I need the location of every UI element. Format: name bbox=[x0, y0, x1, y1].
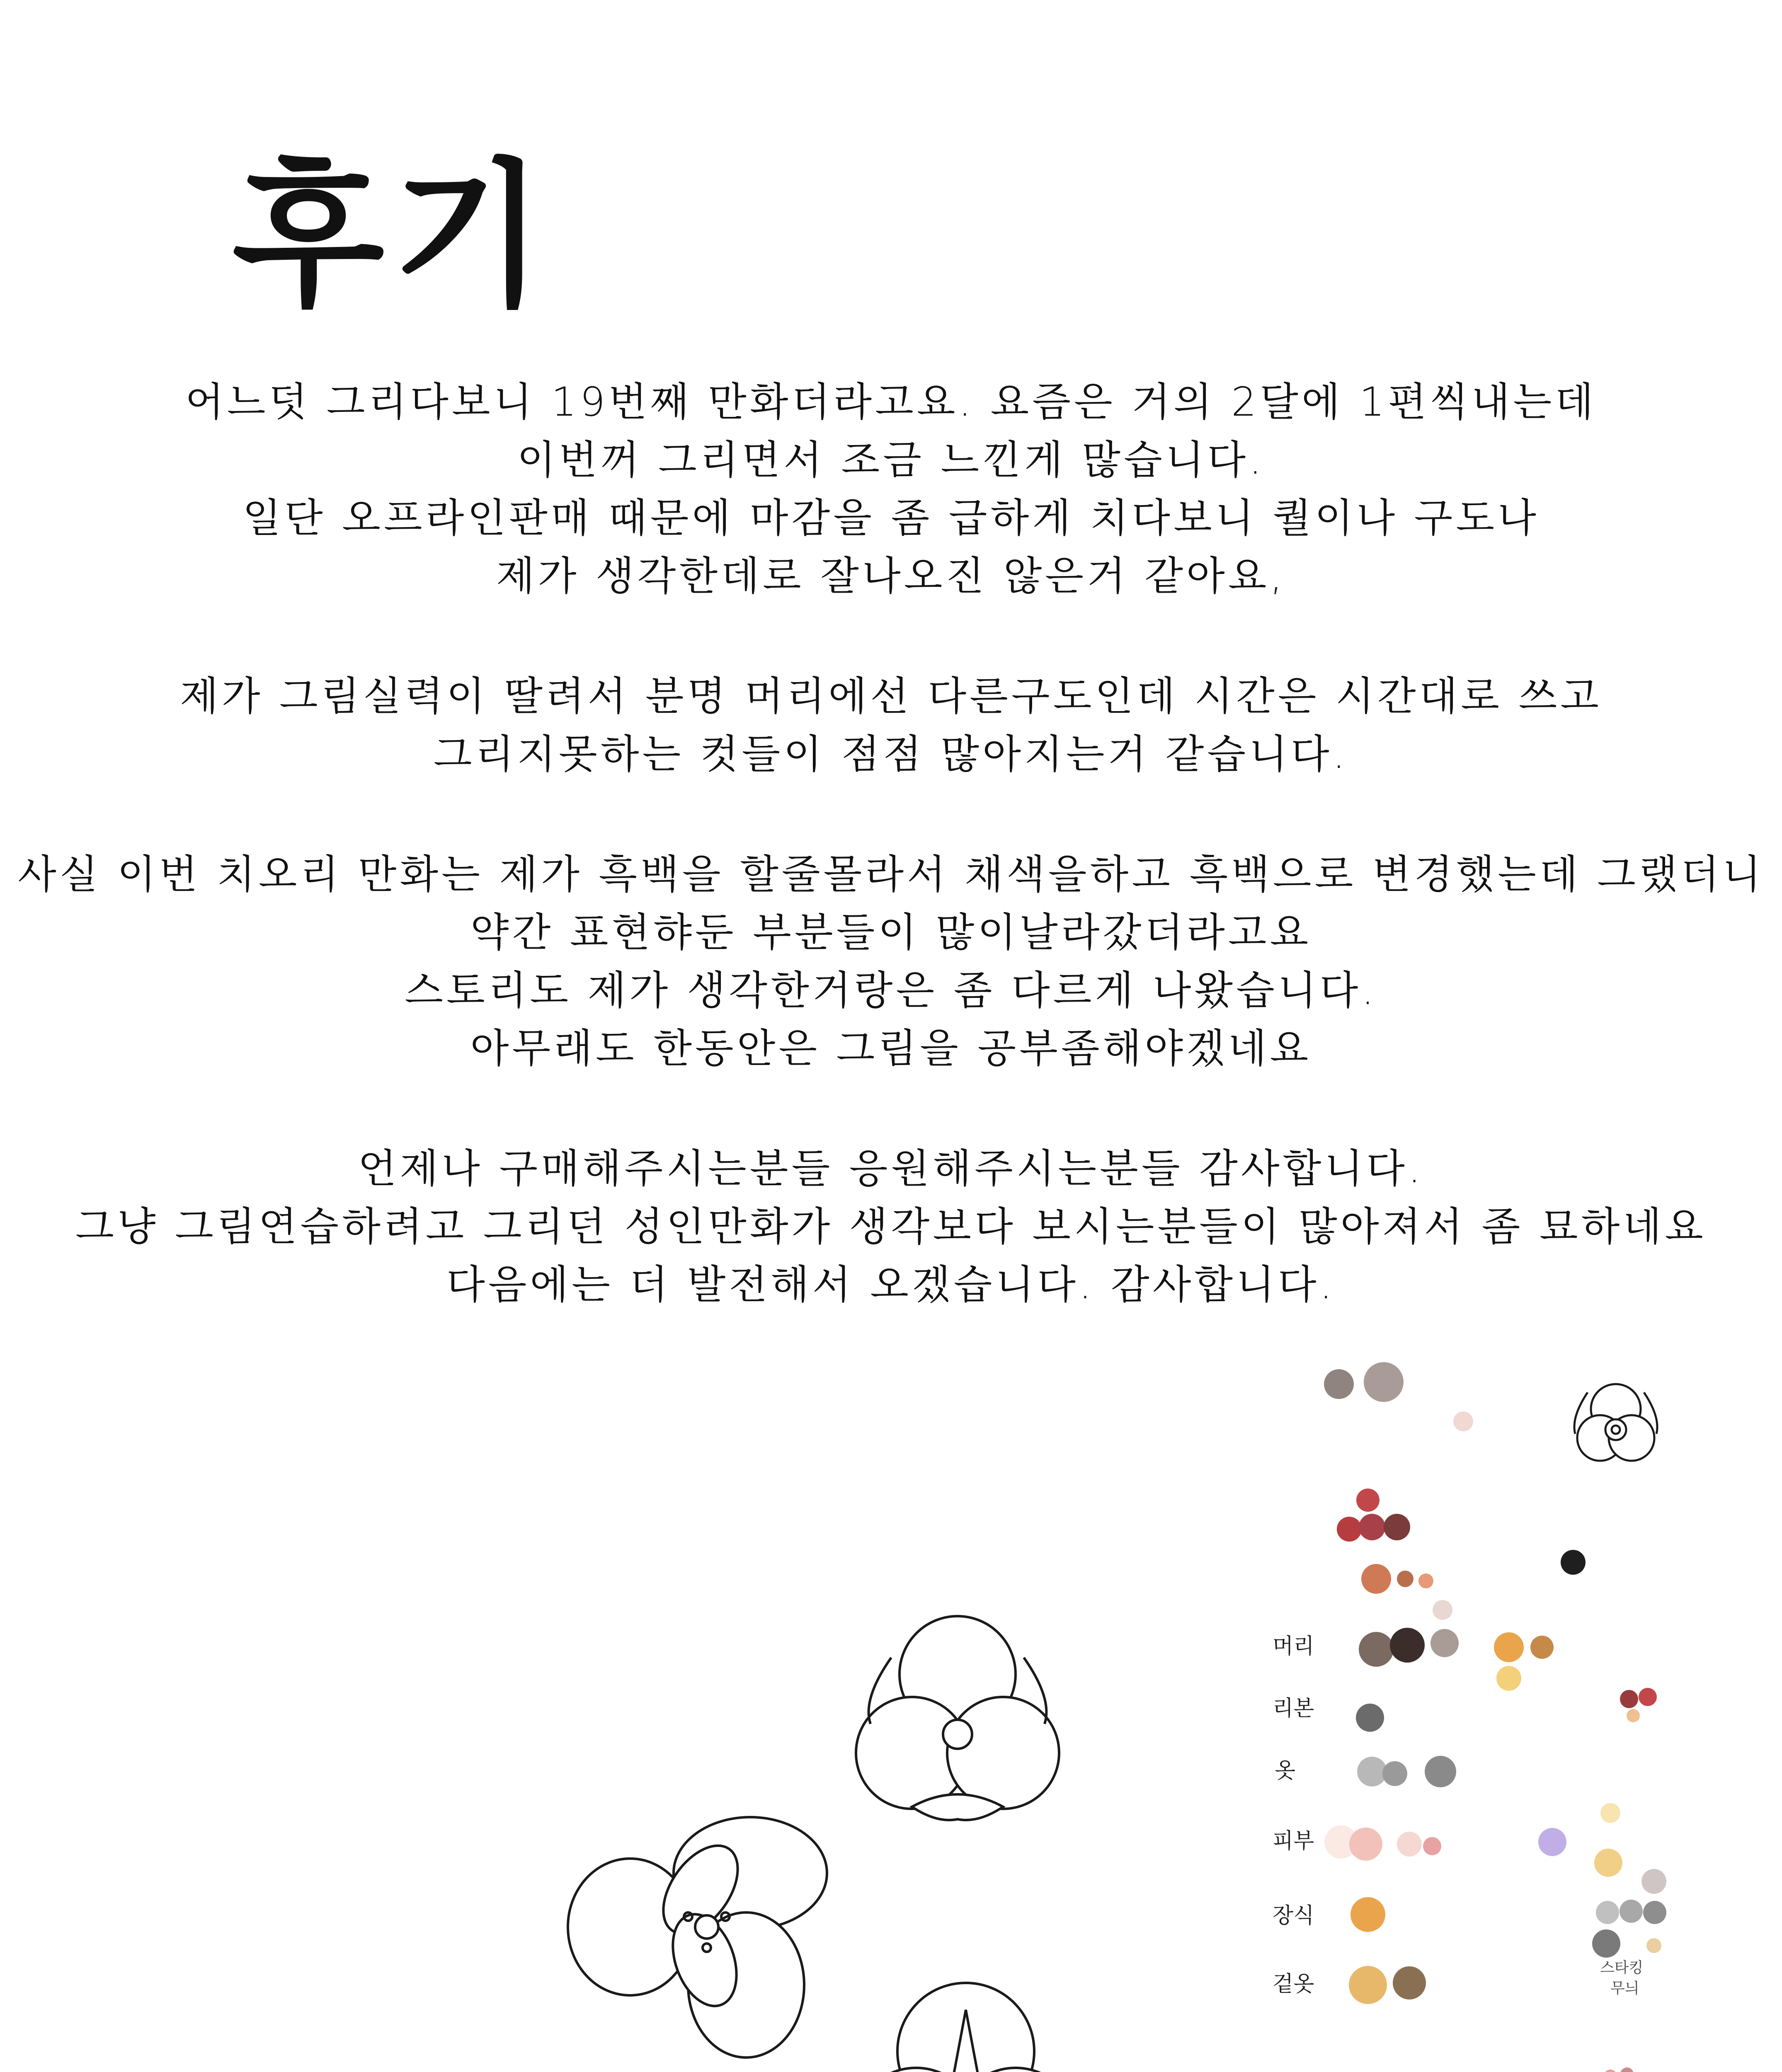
color-swatch bbox=[1425, 1756, 1456, 1787]
color-swatch bbox=[1384, 1514, 1410, 1540]
paragraph-2 bbox=[0, 667, 1782, 783]
color-swatch bbox=[1418, 1573, 1433, 1588]
color-swatch bbox=[1430, 1629, 1459, 1657]
label-outer: 겉옷 bbox=[1273, 1972, 1314, 1997]
color-swatch bbox=[1600, 1803, 1620, 1823]
text-line: 스토리도 제가 생각한거랑은 좀 다르게 나왔습니다. bbox=[405, 967, 1377, 1014]
color-swatch bbox=[1324, 1825, 1358, 1859]
text-line: 사실 이번 치오리 만화는 제가 흑백을 할줄몰라서 채색을하고 흑백으로 변경했는데 그랬더니 bbox=[17, 851, 1765, 898]
flower-drawings bbox=[568, 1384, 1657, 2072]
color-swatch bbox=[1356, 1489, 1380, 1512]
flower-drawing bbox=[854, 1983, 1078, 2072]
color-swatch bbox=[1382, 1761, 1407, 1786]
color-swatch bbox=[1359, 1632, 1394, 1667]
text-line: 약간 표현햐둔 부분들이 많이날라갔더라고요 bbox=[470, 909, 1312, 956]
color-swatch bbox=[1433, 1600, 1452, 1620]
color-swatch bbox=[1639, 1688, 1657, 1706]
color-swatch bbox=[1390, 1628, 1425, 1663]
color-swatch bbox=[1592, 1929, 1620, 1958]
text-line: 일단 오프라인판매 때문에 마감을 좀 급하게 치다보니 퀄이나 구도나 bbox=[242, 495, 1540, 541]
flower-drawing bbox=[856, 1616, 1059, 1820]
color-swatch bbox=[1356, 1704, 1384, 1732]
color-swatch bbox=[1620, 1900, 1643, 1923]
text-line: 어느덧 그리다보니 19번째 만화더라고요. 요즘은 거의 2달에 1편씩내는데 bbox=[185, 379, 1597, 425]
flower-drawing bbox=[1574, 1384, 1657, 1461]
color-swatch bbox=[1620, 1690, 1638, 1708]
color-swatch bbox=[1620, 2067, 1634, 2072]
text-line: 그리지못하는 컷들이 점점 많아지는거 같습니다. bbox=[433, 731, 1349, 777]
color-swatch bbox=[1337, 1517, 1362, 1542]
color-swatch bbox=[1596, 1901, 1619, 1924]
color-swatch bbox=[1349, 1828, 1382, 1861]
afterword-text bbox=[0, 373, 1782, 1376]
color-swatch bbox=[1641, 1869, 1666, 1894]
color-swatch bbox=[1397, 1571, 1413, 1587]
text-line: 다음에는 더 발전해서 오겠습니다. 감사합니다. bbox=[446, 1261, 1336, 1308]
text-line: 제가 그림실력이 딸려서 분명 머리에선 다른구도인데 시간은 시간대로 쓰고 bbox=[180, 673, 1602, 719]
color-swatch bbox=[1397, 1832, 1422, 1857]
flower-drawing bbox=[568, 1817, 827, 2057]
color-swatch bbox=[1604, 2070, 1617, 2072]
paragraph-1 bbox=[0, 373, 1782, 605]
color-swatch bbox=[1643, 1901, 1666, 1924]
page-title: 후기 bbox=[232, 144, 553, 328]
color-swatch bbox=[1361, 1564, 1391, 1594]
text-line: 아무래도 한동안은 그림을 공부좀해야겠네요 bbox=[470, 1025, 1312, 1072]
paragraph-4 bbox=[0, 1140, 1782, 1314]
color-swatch bbox=[1594, 1849, 1622, 1877]
label-hair: 머리 bbox=[1273, 1634, 1314, 1659]
color-swatch bbox=[1357, 1757, 1387, 1786]
color-swatch bbox=[1453, 1411, 1473, 1431]
color-swatch bbox=[1627, 1709, 1640, 1722]
color-swatch bbox=[1530, 1636, 1554, 1659]
label-ribbon: 리본 bbox=[1273, 1696, 1314, 1721]
label-clothes: 옷 bbox=[1275, 1758, 1296, 1783]
color-palette bbox=[1324, 1362, 1666, 2072]
color-swatch bbox=[1538, 1828, 1566, 1856]
color-swatch bbox=[1349, 1966, 1387, 2004]
text-line: 그냥 그림연습하려고 그리던 성인만화가 생각보다 보시는분들이 많아져서 좀 묘하네요 bbox=[75, 1203, 1707, 1250]
label-pattern: 무늬 bbox=[1610, 1980, 1639, 1997]
color-swatch bbox=[1496, 1666, 1521, 1691]
color-swatch bbox=[1393, 1966, 1426, 1999]
color-swatch bbox=[1423, 1837, 1441, 1855]
color-swatch bbox=[1646, 1938, 1661, 1953]
color-swatch bbox=[1350, 1897, 1385, 1932]
color-swatch bbox=[1561, 1550, 1586, 1575]
paragraph-3 bbox=[0, 845, 1782, 1077]
color-swatch bbox=[1494, 1632, 1524, 1662]
text-line: 제가 생각한데로 잘나오진 않은거 같아요, bbox=[496, 553, 1286, 599]
label-stocking: 스타킹 bbox=[1600, 1959, 1644, 1976]
label-skin: 피부 bbox=[1273, 1829, 1314, 1854]
palette-labels bbox=[1273, 1634, 1643, 1997]
color-swatch bbox=[1359, 1514, 1385, 1540]
label-ornament: 장식 bbox=[1273, 1903, 1314, 1928]
text-line: 언제나 구매해주시는분들 응원해주시는분들 감사합니다. bbox=[358, 1145, 1424, 1192]
text-line: 이번꺼 그리면서 조금 느낀게 많습니다. bbox=[517, 437, 1265, 483]
